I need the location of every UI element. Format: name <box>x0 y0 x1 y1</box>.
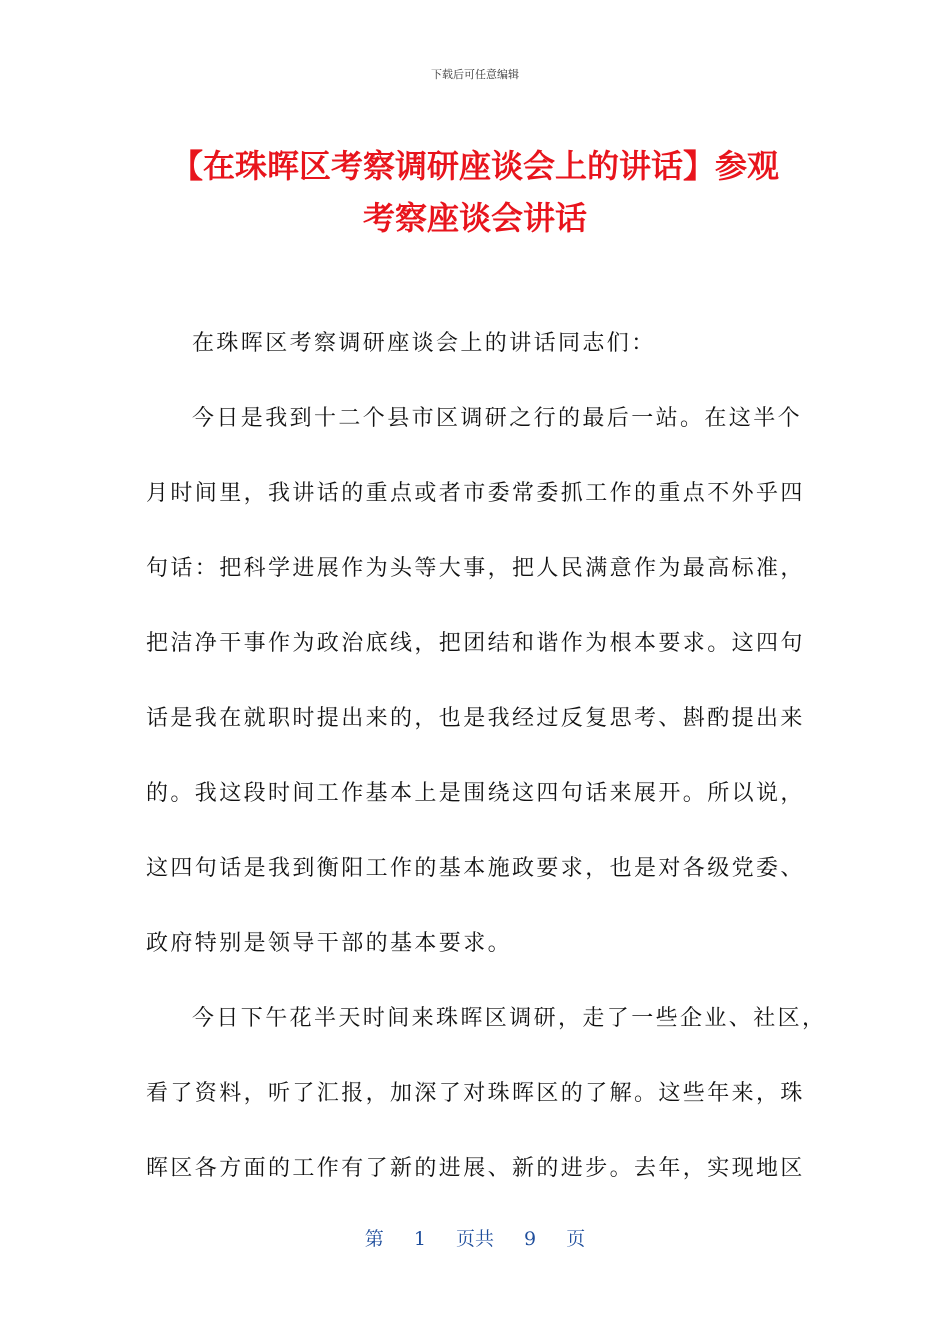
page-mid: 页共 <box>455 1228 494 1250</box>
paragraph-line: 晖区各方面的工作有了新的进展、新的进步。去年，实现地区 <box>146 1156 805 1181</box>
paragraph-line: 把洁净干事作为政治底线，把团结和谐作为根本要求。这四句 <box>146 631 805 656</box>
paragraph-line: 的。我这段时间工作基本上是围绕这四句话来展开。所以说， <box>146 781 805 806</box>
paragraph-line: 看了资料，听了汇报，加深了对珠晖区的了解。这些年来，珠 <box>146 1081 805 1106</box>
paragraph-line: 句话：把科学进展作为头等大事，把人民满意作为最高标准， <box>146 556 805 581</box>
document-body <box>146 322 827 1222</box>
paragraph-line: 今日是我到十二个县市区调研之行的最后一站。在这半个 <box>192 406 803 431</box>
page-number: 1 <box>413 1228 426 1250</box>
paragraph-line: 在珠晖区考察调研座谈会上的讲话同志们： <box>192 331 656 356</box>
paragraph-line: 今日下午花半天时间来珠晖区调研，走了一些企业、社区， <box>192 1006 827 1031</box>
header-note: 下载后可任意编辑 <box>431 68 519 81</box>
page-suffix: 页 <box>566 1228 586 1250</box>
paragraph-line: 政府特别是领导干部的基本要求。 <box>146 931 513 956</box>
page-total: 9 <box>524 1228 537 1250</box>
page-prefix: 第 <box>364 1228 384 1250</box>
paragraph-line: 这四句话是我到衡阳工作的基本施政要求，也是对各级党委、 <box>146 856 805 881</box>
paragraph-line: 话是我在就职时提出来的，也是我经过反复思考、斟酌提出来 <box>146 706 805 731</box>
document-title <box>140 140 810 244</box>
title-line-1: 【在珠晖区考察调研座谈会上的讲话】参观 <box>170 147 779 185</box>
paragraph-line: 月时间里，我讲话的重点或者市委常委抓工作的重点不外乎四 <box>146 481 805 506</box>
title-line-2: 考察座谈会讲话 <box>362 199 587 237</box>
page-number-footer <box>0 1224 950 1251</box>
